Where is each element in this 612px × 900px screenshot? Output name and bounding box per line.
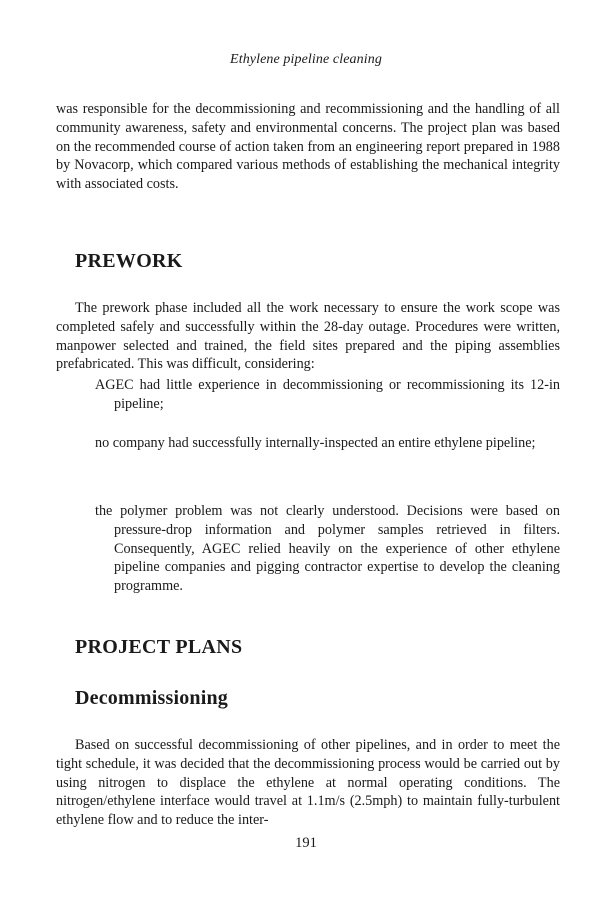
list-item: no company had successfully internally-inspected an entire ethylene pipeline; (95, 435, 536, 451)
page-number: 191 (295, 835, 317, 851)
list-item: the polymer problem was not clearly understood. Decisions were based on pressure-drop information and polymer samples retrieved in filters. Consequently, AGEC relied heavily on the experience of other ethylene pipeline companies and pigging contractor expertise to develop the cleaning programme. (95, 503, 560, 595)
subsection-heading-decommissioning: Decommissioning (75, 687, 228, 709)
prework-paragraph: The prework phase included all the work necessary to ensure the work scope was completed safely and successfully within the 28-day outage. Procedures were written, manpower selected and trained, the field sites prepared and the piping assemblies prefabricated. This was difficult, considering: (56, 300, 560, 373)
section-heading-project-plans: PROJECT PLANS (75, 636, 243, 658)
running-head: Ethylene pipeline cleaning (230, 52, 382, 67)
intro-paragraph: was responsible for the decommissioning and recommissioning and the handling of all community awareness, safety and environmental concerns. The project plan was based on the recommended course of action taken from an engineering report prepared in 1988 by Novacorp, which compared various methods of establishing the mechanical integrity with associated costs. (56, 101, 560, 193)
decommissioning-paragraph: Based on successful decommissioning of other pipelines, and in order to meet the tight schedule, it was decided that the decommissioning process would be carried out by using nitrogen to displace the ethylene at normal operating conditions. The nitrogen/ethylene interface would travel at 1.1m/s (2.5mph) to maintain fully-turbulent ethylene flow and to reduce the inter- (56, 737, 560, 829)
section-heading-prework: PREWORK (75, 250, 183, 272)
list-item: AGEC had little experience in decommissioning or recommissioning its 12-in pipeline; (95, 377, 560, 412)
